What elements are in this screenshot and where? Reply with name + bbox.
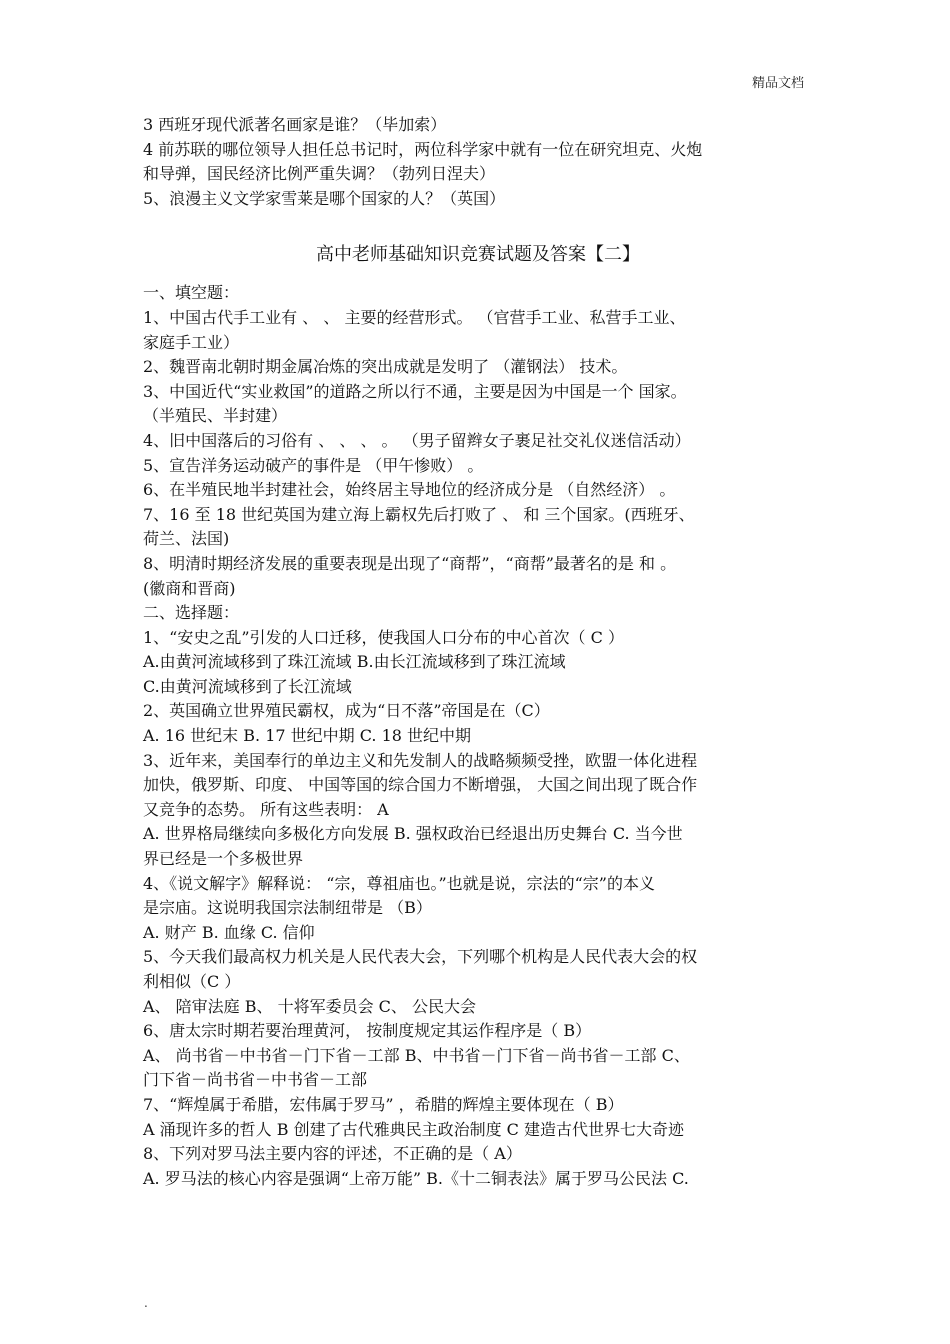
text-line: 6、在半殖民地半封建社会，始终居主导地位的经济成分是 （自然经济） 。: [143, 480, 676, 500]
text-line: 3、近年来，美国奉行的单边主义和先发制人的战略频频受挫，欧盟一体化进程: [143, 750, 698, 770]
question-section: [143, 281, 813, 1191]
text-line: A. 世界格局继续向多极化方向发展 B. 强权政治已经退出历史舞台 C. 当今世: [143, 824, 683, 844]
text-line: 3 西班牙现代派著名画家是谁？（毕加索）: [143, 115, 447, 134]
text-line: 荷兰、法国): [143, 529, 230, 549]
text-line: 界已经是一个多极世界: [143, 849, 304, 869]
text-line: 4、《说文解字》解释说： “宗，尊祖庙也。”也就是说，宗法的“宗”的本义: [143, 873, 655, 893]
text-line: 5、今天我们最高权力机关是人民代表大会，下列哪个机构是人民代表大会的权: [143, 947, 698, 967]
text-line: 2、魏晋南北朝时期金属冶炼的突出成就是发明了 （灌钢法） 技术。: [143, 357, 628, 377]
text-line: 又竞争的态势。 所有这些表明： A: [143, 799, 389, 819]
page-header: 精品文档: [751, 76, 804, 91]
text-line: 加快，俄罗斯、印度、 中国等国的综合国力不断增强， 大国之间出现了既合作: [143, 775, 698, 795]
text-line: 二、选择题：: [143, 603, 240, 623]
text-line: A 涌现许多的哲人 B 创建了古代雅典民主政治制度 C 建造古代世界七大奇迹: [143, 1119, 684, 1139]
text-line: 1、“安史之乱”引发的人口迁移，使我国人口分布的中心首次（ C ）: [143, 627, 624, 647]
text-line: 家庭手工业）: [143, 332, 240, 352]
text-line: 和导弹，国民经济比例严重失调？（勃列日涅夫）: [143, 164, 496, 184]
text-line: 8、明清时期经济发展的重要表现是出现了“商帮”，“商帮”最著名的是 和 。: [143, 553, 677, 573]
intro-section: [143, 113, 813, 211]
text-line: A. 16 世纪末 B. 17 世纪中期 C. 18 世纪中期: [143, 726, 472, 746]
text-line: （半殖民、半封建）: [143, 406, 288, 426]
text-line: A. 财产 B. 血缘 C. 信仰: [143, 922, 315, 942]
text-line: 一、填空题：: [143, 283, 240, 303]
text-line: 5、浪漫主义文学家雪莱是哪个国家的人？（英国）: [143, 188, 506, 208]
text-line: 门下省－尚书省－中书省－工部: [143, 1070, 368, 1090]
text-line: A.由黄河流域移到了珠江流域 B.由长江流域移到了珠江流域: [143, 652, 566, 672]
text-line: 7、16 至 18 世纪英国为建立海上霸权先后打败了 、 和 三个国家。(西班牙、: [143, 504, 695, 524]
text-line: 是宗庙。这说明我国宗法制纽带是 （B）: [143, 898, 432, 918]
text-line: 1、中国古代手工业有 、 、 主要的经营形式。 （官营手工业、私营手工业、: [143, 307, 686, 327]
text-line: 7、“辉煌属于希腊，宏伟属于罗马” ，希腊的辉煌主要体现在（ B）: [143, 1094, 624, 1114]
text-line: A. 罗马法的核心内容是强调“上帝万能” B.《十二铜表法》属于罗马公民法 C.: [143, 1168, 689, 1188]
text-line: A、 陪审法庭 B、 十将军委员会 C、 公民大会: [143, 996, 476, 1016]
text-line: 4、旧中国落后的习俗有 、 、 、 。 （男子留辫女子裹足社交礼仪迷信活动）: [143, 430, 691, 450]
section-title: 高中老师基础知识竞赛试题及答案【二】: [316, 244, 640, 266]
text-line: 2、英国确立世界殖民霸权，成为“日不落”帝国是在（C）: [143, 701, 550, 721]
text-line: C.由黄河流域移到了长江流域: [143, 676, 352, 696]
text-line: 利相似（C ）: [143, 972, 241, 991]
text-line: (徽商和晋商): [143, 578, 236, 598]
document-body: [143, 113, 813, 1191]
text-line: 8、下列对罗马法主要内容的评述，不正确的是（ A）: [143, 1144, 522, 1164]
text-line: 6、唐太宗时期若要治理黄河， 按制度规定其运作程序是（ B）: [143, 1021, 592, 1041]
text-line: 4 前苏联的哪位领导人担任总书记时，两位科学家中就有一位在研究坦克、火炮: [143, 139, 703, 159]
text-line: 5、宣告洋务运动破产的事件是 （甲午惨败） 。: [143, 455, 484, 475]
text-line: A、 尚书省－中书省－门下省－工部 B、中书省－门下省－尚书省－工部 C、: [143, 1045, 690, 1065]
text-line: 3、中国近代“实业救国”的道路之所以行不通，主要是因为中国是一个 国家。: [143, 381, 687, 401]
page-footer: .: [144, 1296, 148, 1310]
